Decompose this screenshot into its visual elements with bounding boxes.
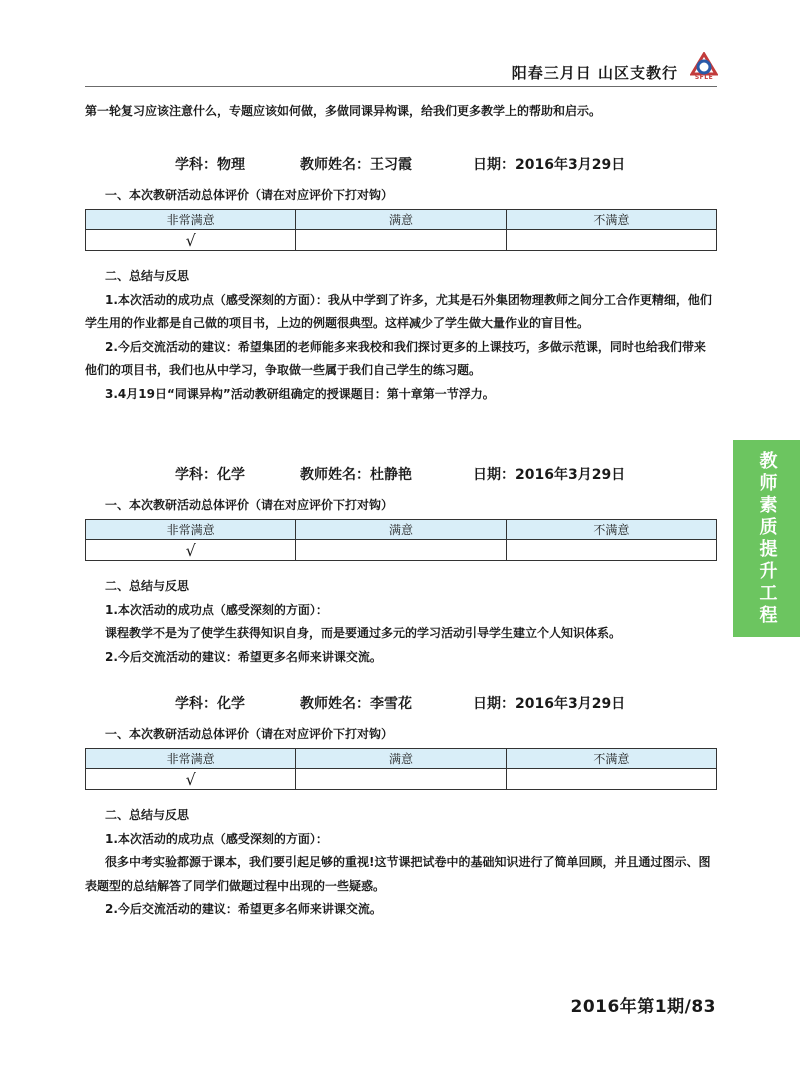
empty-cell (296, 230, 506, 251)
date-label: 日期：2016年3月29日 (473, 157, 626, 173)
empty-cell (296, 540, 506, 561)
summary-heading: 二、总结与反思 (105, 579, 190, 593)
evaluation-table (85, 519, 717, 561)
section-info (85, 154, 717, 178)
empty-cell (506, 540, 716, 561)
evaluation-table (85, 748, 717, 790)
summary-paragraph: 1.本次活动的成功点（感受深刻的方面）： (105, 831, 328, 846)
summary-paragraph: 课程教学不是为了使学生获得知识自身，而是要通过多元的学习活动引导学生建立个人知识体系。 (105, 626, 622, 640)
summary-block (85, 265, 717, 406)
summary-block (85, 804, 717, 922)
summary-heading: 二、总结与反思 (105, 269, 190, 283)
evaluation-table (85, 209, 717, 251)
summary-paragraph: 2.今后交流活动的建议：希望集团的老师能多来我校和我们探讨更多的上课技巧，多做示范课，同时也给我们带来他们的项目书，我们也从中学习，争取做一些属于我们自己学生的练习题。 (85, 339, 706, 377)
side-tab-label: 教师素质提升工程 (756, 450, 778, 627)
evaluation-section-chemistry-1 (85, 464, 717, 669)
summary-paragraph: 1.本次活动的成功点（感受深刻的方面）：我从中学到了许多，尤其是石外集团物理教师之间分工合作更精细，他们学生用的作业都是自己做的项目书，上边的例题很典型。这样减少了学生做大量作业的盲目性。 (85, 292, 712, 330)
empty-cell (296, 769, 506, 790)
header-satisfied: 满意 (296, 749, 506, 769)
summary-paragraph: 很多中考实验都源于课本，我们要引起足够的重视!这节课把试卷中的基础知识进行了简单回顾，并且通过图示、图表题型的总结解答了同学们做题过程中出现的一些疑惑。 (85, 855, 711, 893)
header-satisfied: 满意 (296, 210, 506, 230)
date-label: 日期：2016年3月29日 (473, 696, 626, 712)
teacher-name: 教师姓名：杜静艳 (300, 467, 412, 483)
header-very-satisfied: 非常满意 (86, 520, 296, 540)
teacher-name: 教师姓名：王习霞 (300, 157, 412, 173)
header-not-satisfied: 不满意 (506, 520, 716, 540)
summary-block (85, 575, 717, 669)
check-mark-cell: √ (86, 230, 296, 251)
check-mark-cell: √ (86, 540, 296, 561)
header-divider (85, 86, 717, 87)
empty-cell (506, 769, 716, 790)
summary-paragraph: 3.4月19日“同课异构”活动教研组确定的授课题目：第十章第一节浮力。 (105, 386, 495, 401)
header-satisfied: 满意 (296, 520, 506, 540)
eval-title: 一、本次教研活动总体评价（请在对应评价下打对钩） (105, 188, 394, 202)
header-very-satisfied: 非常满意 (86, 210, 296, 230)
summary-heading: 二、总结与反思 (105, 808, 190, 822)
subject-label: 学科：化学 (175, 696, 245, 712)
header-title: 阳春三月日 山区支教行 (511, 64, 678, 82)
header-not-satisfied: 不满意 (506, 210, 716, 230)
logo-text: SFLE (694, 74, 714, 81)
evaluation-section-physics (85, 154, 717, 406)
header-very-satisfied: 非常满意 (86, 749, 296, 769)
evaluation-section-chemistry-2 (85, 693, 717, 922)
section-info (85, 693, 717, 717)
side-tab-teacher-quality (733, 440, 800, 637)
teacher-name: 教师姓名：李雪花 (300, 696, 412, 712)
summary-paragraph: 2.今后交流活动的建议：希望更多名师来讲课交流。 (105, 649, 382, 664)
section-info (85, 464, 717, 488)
header-not-satisfied: 不满意 (506, 749, 716, 769)
date-label: 日期：2016年3月29日 (473, 467, 626, 483)
subject-label: 学科：化学 (175, 467, 245, 483)
eval-title: 一、本次教研活动总体评价（请在对应评价下打对钩） (105, 498, 394, 512)
empty-cell (506, 230, 716, 251)
subject-label: 学科：物理 (175, 157, 245, 173)
check-mark-cell: √ (86, 769, 296, 790)
intro-paragraph: 第一轮复习应该注意什么，专题应该如何做，多做同课异构课，给我们更多教学上的帮助和启示。 (85, 104, 602, 118)
page-number: 2016年第1期/83 (570, 997, 716, 1017)
summary-paragraph: 2.今后交流活动的建议：希望更多名师来讲课交流。 (105, 902, 382, 916)
eval-title: 一、本次教研活动总体评价（请在对应评价下打对钩） (105, 727, 394, 741)
summary-paragraph: 1.本次活动的成功点（感受深刻的方面）： (105, 602, 328, 617)
